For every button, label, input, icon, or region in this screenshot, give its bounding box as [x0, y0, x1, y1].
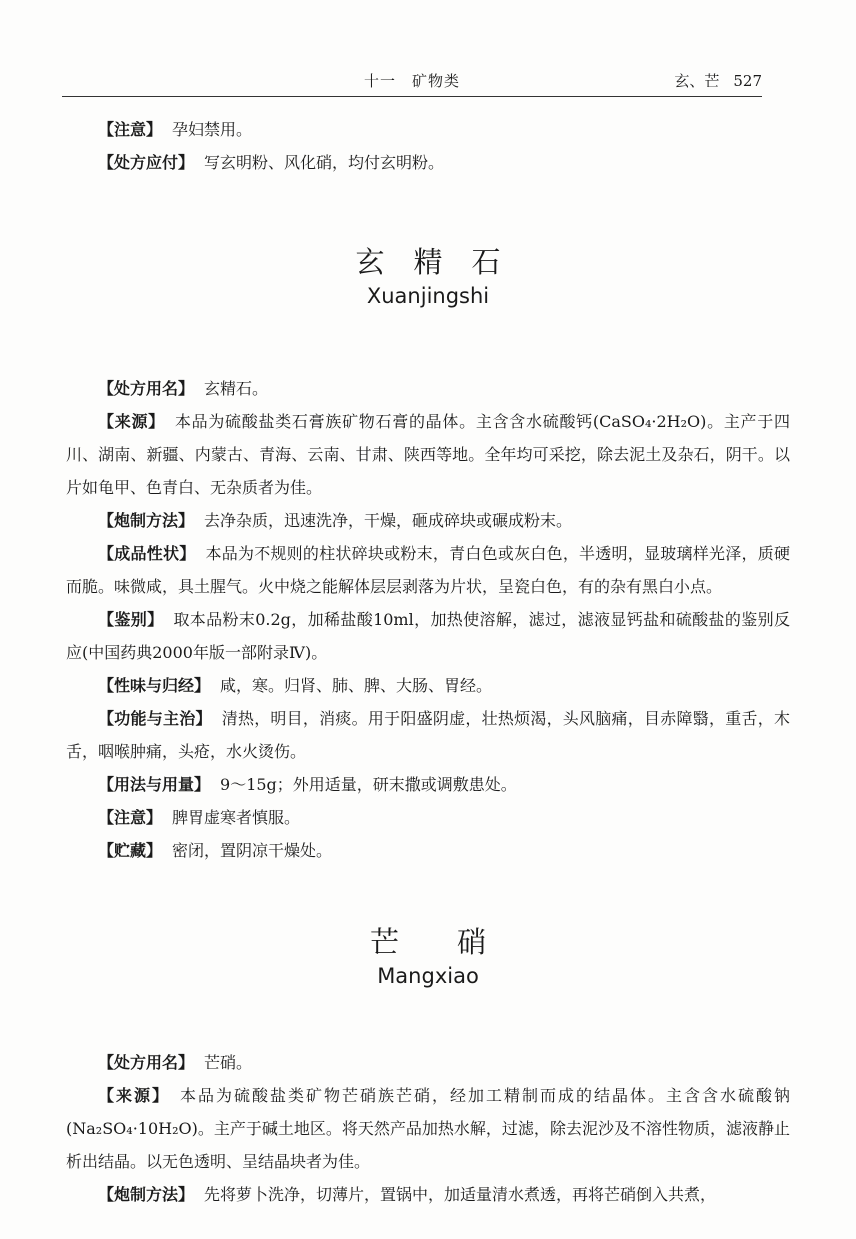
entry1-pinyin: Xuanjingshi — [366, 284, 490, 308]
entry2-item: 【来源】 本品为硫酸盐类矿物芒硝族芒硝，经加工精制而成的结晶体。主含含水硫酸钠(Na₂SO₄·10H₂O)。主产于碱土地区。将天然产品加热水解，过滤，除去泥沙及不溶性物质，滤液静止析出结晶。以无色透明、呈结晶块者为佳。 — [66, 1086, 790, 1171]
entry1-item: 【来源】 本品为硫酸盐类石膏族矿物石膏的晶体。主含含水硫酸钙(CaSO₄·2H₂O)。主产于四川、湖南、新疆、内蒙古、青海、云南、甘肃、陕西等地。全年均可采挖，除去泥土及杂石，阴干。以片如龟甲、色青白、无杂质者为佳。 — [66, 412, 790, 497]
entry2-pinyin: Mangxiao — [377, 964, 479, 988]
running-header — [62, 66, 762, 94]
entry1-item: 【成品性状】 本品为不规则的柱状碎块或粉末，青白色或灰白色，半透明，显玻璃样光泽，质硬而脆。味微咸，具土腥气。火中烧之能解体层层剥落为片状，呈瓷白色，有的杂有黑白小点。 — [66, 544, 790, 596]
paragraph-note: 【注意】 孕妇禁用。 — [98, 120, 253, 139]
entry1-item: 【鉴别】 取本品粉末0.2g，加稀盐酸10ml，加热使溶解，滤过，滤液显钙盐和硫酸盐的鉴别反应(中国药典2000年版一部附录Ⅳ)。 — [66, 610, 790, 662]
header-right — [674, 70, 762, 91]
entry1-item: 【注意】 脾胃虚寒者慎服。 — [98, 808, 301, 827]
entry1-item: 【贮藏】 密闭，置阴凉干燥处。 — [98, 841, 333, 860]
header-entry: 玄、芒 — [674, 72, 720, 90]
entry2-item: 【处方用名】 芒硝。 — [98, 1053, 253, 1072]
entry1-item: 【性味与归经】 咸，寒。归肾、肺、脾、大肠、胃经。 — [98, 676, 493, 695]
page-number: 527 — [733, 72, 762, 90]
previous-entry-tail — [66, 113, 790, 179]
entry2-item: 【炮制方法】 先将萝卜洗净，切薄片，置锅中，加适量清水煮透，再将芒硝倒入共煮， — [98, 1185, 717, 1204]
entry1-item: 【炮制方法】 去净杂质，迅速洗净，干燥，砸成碎块或碾成粉末。 — [98, 511, 573, 530]
entry1-item: 【处方用名】 玄精石。 — [98, 379, 269, 398]
paragraph-dispensing: 【处方应付】 写玄明粉、风化硝，均付玄明粉。 — [98, 153, 445, 172]
entry2-title: 芒 硝 — [369, 925, 486, 959]
entry1-title: 玄 精 石 — [355, 245, 501, 279]
entry1-body — [66, 372, 790, 867]
entry2-body — [66, 1046, 790, 1211]
entry1-item: 【功能与主治】 清热，明目，消痰。用于阳盛阴虚，壮热烦渴，头风脑痛，目赤障翳，重舌，木舌，咽喉肿痛，头疮，水火烫伤。 — [66, 709, 790, 761]
header-rule — [62, 96, 762, 97]
entry1-item: 【用法与用量】 9～15g；外用适量，研末撒或调敷患处。 — [98, 775, 517, 794]
header-section: 十一 矿物类 — [363, 72, 460, 90]
